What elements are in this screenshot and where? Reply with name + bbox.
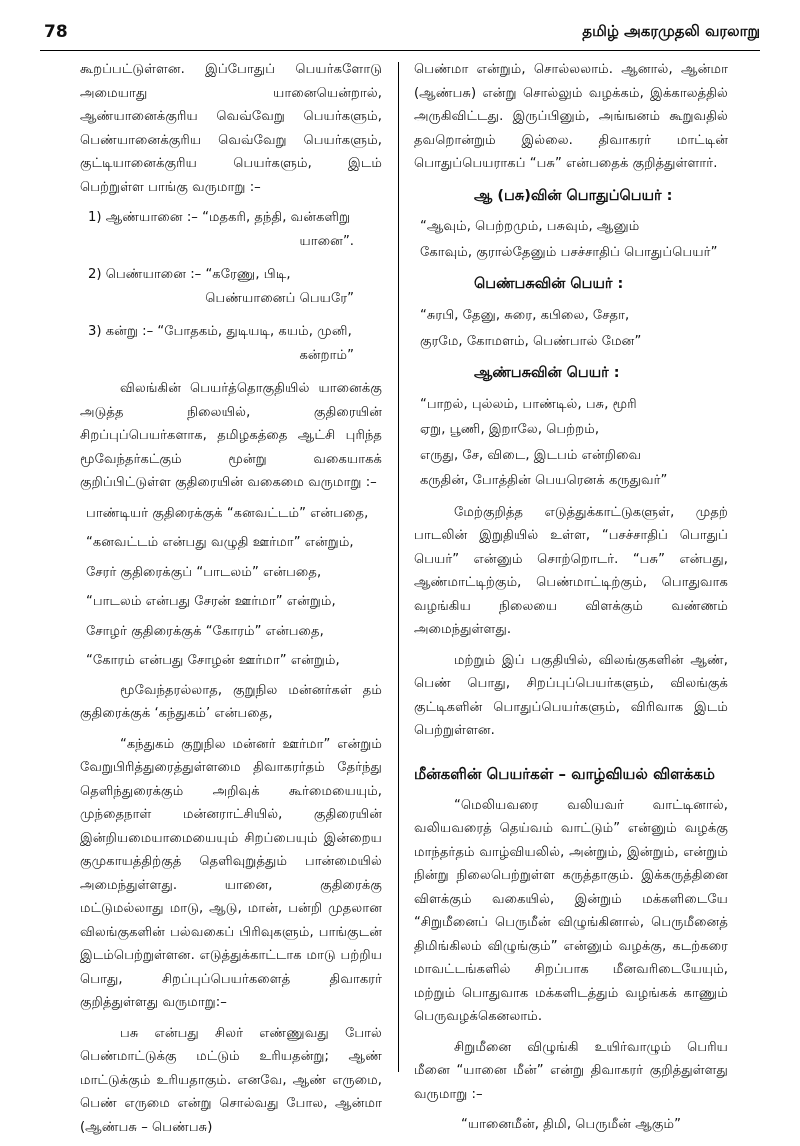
verse-line: கருதின், போத்தின் பெயரெனக் கருதுவர்”	[420, 473, 668, 489]
column-divider	[398, 62, 399, 1072]
paragraph: கூறப்பட்டுள்ளன. இப்போதுப் பெயர்களோடு அமையாது யானையென்றால், ஆண்யானைக்குரிய வெவ்வேறு பெயர்களும், பெண்யானைக்குரிய வெவ்வேறு பெயர்களும், குட்டியானைக்குரிய பெயர்களும், இடம் பெற்றுள்ள பாங்கு வருமாறு :–	[80, 62, 382, 195]
list-item-head: 3) கன்று :– “போதகம், துடியடி, கயம், முனி,	[88, 324, 352, 339]
subheading-female-cow-name: பெண்பசுவின் பெயர் :	[474, 276, 624, 293]
verse-line: “பாறல், புல்லம், பாண்டில், பசு, மூரி	[420, 396, 637, 412]
paragraph: மூவேந்தரல்லாத, குறுநில மன்னர்கள் தம் குதிரைக்குக் ‘கந்துகம்’ என்பதை,	[80, 682, 382, 721]
verse-line: “ஆவும், பெற்றமும், பசுவும், ஆனும்	[420, 219, 640, 235]
verse-line: எருது, சே, விடை, இடபம் என்றிவை	[420, 447, 642, 463]
quote-line: “கனவட்டம் என்பது வழுதி ஊர்மா” என்றும்,	[86, 535, 354, 550]
quote-line: சோழர் குதிரைக்குக் “கோரம்” என்பதை,	[86, 623, 324, 639]
verse-block	[414, 304, 728, 353]
list-item-head: 2) பெண்யானை :– “கரேணு, பிடி,	[88, 267, 291, 282]
header-rule	[40, 50, 760, 51]
page-header	[0, 0, 800, 54]
closing-quote: “யானைமீன், திமி, பெருமீன் ஆகும்”	[461, 1117, 681, 1133]
subheading-cow-common-name: ஆ (பசு)வின் பொதுப்பெயர் :	[474, 187, 673, 204]
verse-line: கோவும், குரால்தேனும் பசச்சாதிப் பொதுப்பெயர்”	[420, 244, 718, 260]
verse-line: “சுரபி, தேனு, சுரை, கபிலை, சேதா,	[420, 308, 630, 324]
right-column	[414, 58, 728, 1137]
quote-line: பாண்டியர் குதிரைக்குக் “கனவட்டம்” என்பதை,	[86, 505, 369, 521]
list-item-female-elephant	[80, 263, 382, 310]
paragraph: “மெலியவரை வலியவர் வாட்டினால், வலியவரைத் தெய்வம் வாட்டும்” என்னும் வழக்கு மாந்தர்தம் வாழ்வியலில், அன்றும், இன்றும், என்றும் நின்று நிலைபெற்றுள்ள கருத்தாகும். இக்கருத்தினை விளக்கும் வகையில், இன்றும் மக்களிடையே “சிறுமீனைப் பெருமீன் விழுங்கினால், பெருமீனைத் திமிங்கிலம் விழுங்கும்” என்னும் வழக்கு, கடற்கரை மாவட்டங்களில் சிறப்பாக மீனவரிடையேயும், மற்றும் பொதுவாக மக்களிடத்தும் வழங்கக் காணும் பெருவழக்கெனலாம்.	[414, 797, 728, 1025]
list-item-male-elephant	[80, 206, 382, 253]
paragraph: பசு என்பது சிலர் எண்ணுவது போல் பெண்மாட்டுக்கு மட்டும் உரியதன்று; ஆண் மாட்டுக்கும் உரியதாகும். எனவே, ஆண் எருமை, பெண் எருமை என்று சொல்வது போல, ஆன்மா (ஆண்பசு – பெண்பசு)	[80, 1025, 382, 1135]
list-item-tail: யானை”.	[299, 233, 354, 249]
paragraph: மேற்குறித்த எடுத்துக்காட்டுகளுள், முதற் பாடலின் இறுதியில் உள்ள, “பசச்சாதிப் பொதுப் பெயர்” என்னும் சொற்றொடர். “பசு” என்பது, ஆண்மாட்டிற்கும், பெண்மாட்டிற்கும், பொதுவாக வழங்கிய நிலையை விளக்கும் வண்ணம் அமைந்துள்ளது.	[414, 504, 728, 638]
paragraph: மற்றும் இப் பகுதியில், விலங்குகளின் ஆண், பெண் பொது, சிறப்புப்பெயர்களும், விலங்குக் குட்டிகளின் பொதுப்பெயர்களும், விரிவாக இடம் பெற்றுள்ளன.	[414, 652, 728, 739]
paragraph: “கந்துகம் குறுநில மன்னர் ஊர்மா” என்றும் வேறுபிரித்துரைத்துள்ளமை திவாகரர்தம் தேர்ந்து தெளிந்துரைக்கும் அறிவுக் கூர்மையையும், முந்தைநாள் மன்னராட்சியில், குதிரையின் இன்றியமையாமையையும் சிறப்பையும் இன்றைய குமுகாயத்திற்குத் தெளிவுறுத்தும் பான்மையில் அமைந்துள்ளது. யானை, குதிரைக்கு மட்டுமல்லாது மாடு, ஆடு, மான், பன்றி முதலான விலங்குகளின் பல்வகைப் பிரிவுகளும், பாங்குடன் இடம்பெற்றுள்ளன. எடுத்துக்காட்டாக மாடு பற்றிய பொது, சிறப்புப்பெயர்களைத் திவாகரர் குறித்துள்ளது வருமாறு:–	[80, 736, 382, 1010]
paragraph: விலங்கின் பெயர்த்தொகுதியில் யானைக்கு அடுத்த நிலையில், குதிரையின் சிறப்புப்பெயர்களாக, தமிழகத்தை ஆட்சி புரிந்த மூவேந்தர்கட்கும் மூன்று வகையாகக் குறிப்பிட்டுள்ள குதிரையின் வகைமை வருமாறு :–	[80, 381, 382, 490]
quote-line: “பாடலம் என்பது சேரன் ஊர்மா” என்றும்,	[86, 594, 336, 609]
paragraph: சிறுமீனை விழுங்கி உயிர்வாழும் பெரிய மீனை “யானை மீன்” என்று திவாகரர் குறித்துள்ளது வருமாறு :–	[414, 1039, 728, 1102]
verse-block	[414, 393, 728, 493]
page-number: 78	[44, 22, 68, 42]
list-item-calf	[80, 320, 382, 367]
section-title: மீன்களின் பெயர்கள் – வாழ்வியல் விளக்கம்	[414, 764, 715, 783]
left-column	[80, 58, 382, 1146]
list-item-head: 1) ஆண்யானை :– “மதகரி, தந்தி, வன்களிறு	[88, 210, 351, 225]
paragraph: பெண்மா என்றும், சொல்லலாம். ஆனால், ஆன்மா (ஆண்பசு) என்று சொல்லும் வழக்கம், இக்காலத்தில் அருகிவிட்டது. இருப்பினும், அங்ஙனம் கூறுவதில் தவறொன்றும் இல்லை. திவாகரர் மாட்டின் பொதுப்பெயராகப் “பசு” என்பதைக் குறித்துள்ளார்.	[414, 62, 728, 171]
list-item-tail: பெண்யானைப் பெயரே”	[205, 290, 354, 306]
subheading-male-cow-name: ஆண்பசுவின் பெயர் :	[474, 365, 620, 382]
quote-line: “கோரம் என்பது சோழன் ஊர்மா” என்றும்,	[86, 653, 340, 668]
verse-block	[414, 215, 728, 264]
list-item-tail: கன்றாம்”	[299, 347, 354, 363]
verse-line: ஏறு, பூணி, இறாலே, பெற்றம்,	[420, 422, 600, 438]
verse-line: குரமே, கோமளம், பெண்பால் மேன”	[420, 333, 642, 349]
running-title: தமிழ் அகரமுதலி வரலாறு	[582, 22, 760, 40]
quote-line: சேரர் குதிரைக்குப் “பாடலம்” என்பதை,	[86, 564, 322, 580]
